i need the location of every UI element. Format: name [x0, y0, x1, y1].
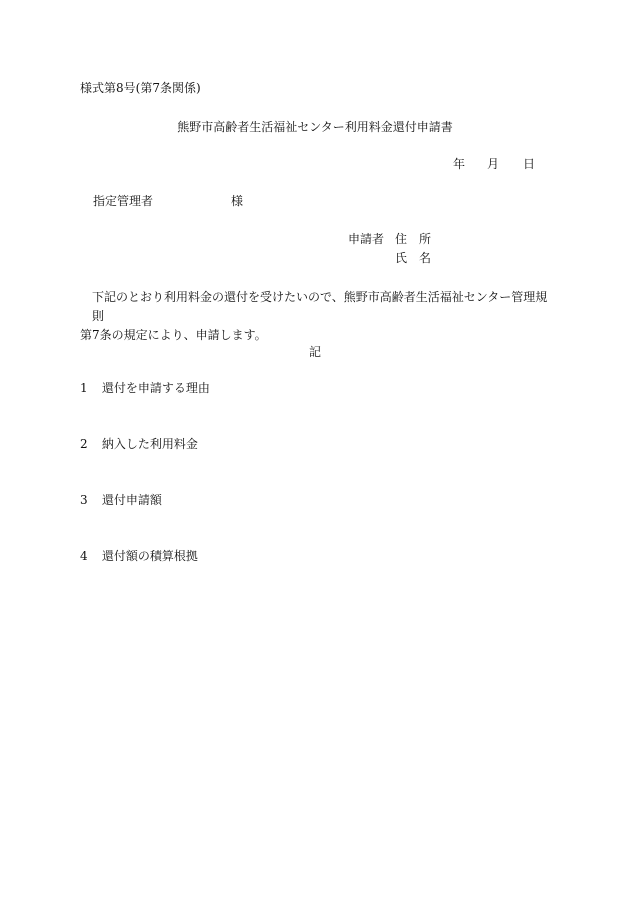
- applicant-address-label: 住 所: [395, 232, 432, 246]
- list-item: [80, 493, 162, 507]
- item-label: 還付申請額: [101, 493, 162, 507]
- body-paragraph: [80, 288, 550, 345]
- applicant-name-label: 氏 名: [395, 251, 432, 265]
- item-label: 納入した利用料金: [101, 437, 198, 451]
- item-number: 3: [80, 493, 88, 507]
- list-item: [80, 549, 198, 563]
- item-label: 還付を申請する理由: [101, 381, 210, 395]
- item-number: 4: [80, 549, 88, 563]
- item-number: 2: [80, 437, 88, 451]
- addressee-label: 指定管理者: [93, 194, 154, 208]
- date-month-label: 月: [487, 157, 500, 171]
- applicant-label: 申請者: [348, 232, 385, 246]
- item-label: 還付額の積算根拠: [101, 549, 198, 563]
- form-number: 様式第8号(第7条関係): [80, 81, 201, 95]
- item-number: 1: [80, 381, 88, 395]
- document-title: 熊野市高齢者生活福祉センター利用料金還付申請書: [177, 120, 453, 134]
- body-line-1: 下記のとおり利用料金の還付を受けたいので、熊野市高齢者生活福祉センター管理規則: [92, 290, 548, 323]
- date-day-label: 日: [523, 157, 536, 171]
- addressee-honorific: 様: [231, 194, 244, 208]
- body-line-2: 第7条の規定により、申請します。: [80, 328, 267, 342]
- date-year-label: 年: [453, 157, 466, 171]
- ki-heading: 記: [308, 345, 321, 359]
- list-item: [80, 381, 210, 395]
- list-item: [80, 437, 198, 451]
